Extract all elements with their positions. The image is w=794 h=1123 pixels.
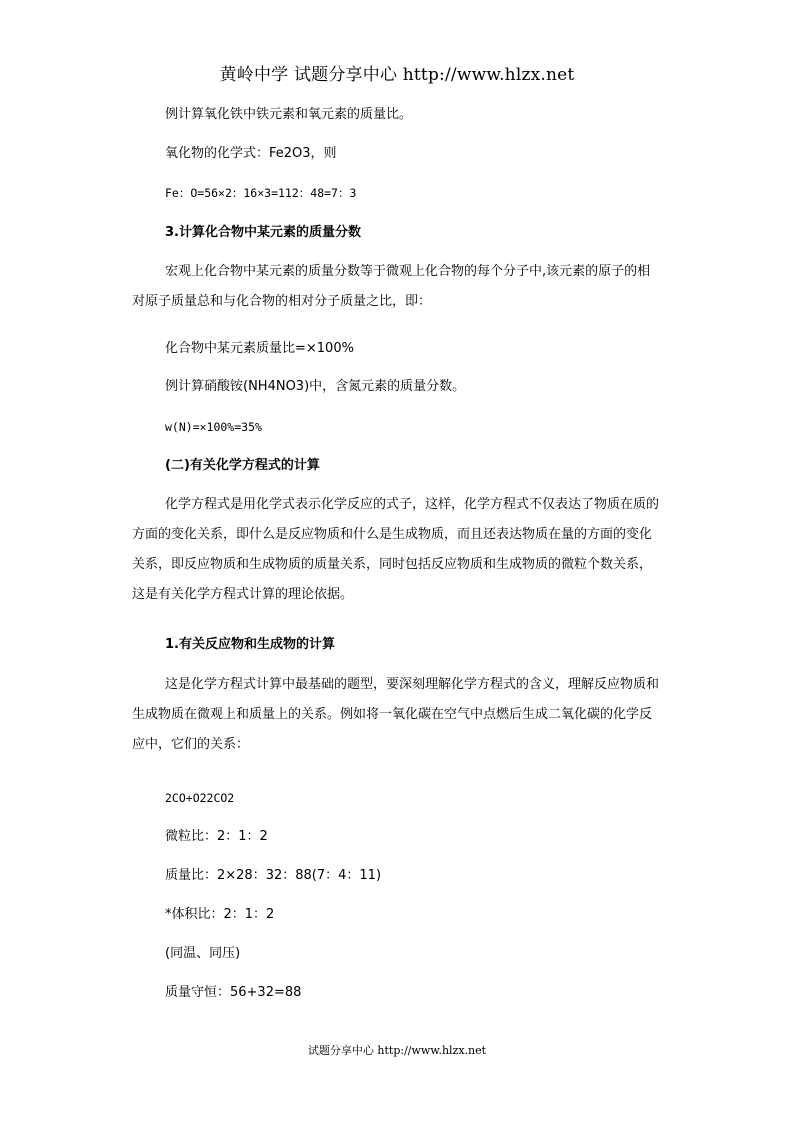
nitrogen-result: w(N)=×100%=35% (165, 420, 262, 434)
particle-ratio: 微粒比：2：1：2 (165, 829, 268, 844)
paragraph-mass-fraction: 宏观上化合物中某元素的质量分数等于微观上化合物的每个分子中,该元素的原子的相对原子质量总和与化合物的相对分子质量之比，即： (132, 264, 651, 309)
section-heading-reactants: 1.有关反应物和生成物的计算 (165, 637, 335, 652)
equation-line: 2CO+O22CO2 (165, 791, 235, 805)
mass-fraction-formula: 化合物中某元素质量比=×100% (165, 341, 354, 356)
formula-line: 氧化物的化学式：Fe2O3，则 (165, 146, 337, 161)
ratio-calculation: Fe：O=56×2：16×3=112：48=7：3 (165, 186, 357, 200)
condition-note: (同温、同压) (165, 946, 241, 961)
mass-ratio: 质量比：2×28：32：88(7：4：11) (165, 868, 382, 883)
mass-conservation: 质量守恒：56+32=88 (165, 985, 302, 1000)
volume-ratio: *体积比：2：1：2 (165, 907, 275, 922)
page-footer: 试题分享中心 http://www.hlzx.net (307, 1044, 487, 1057)
paragraph-equation: 化学方程式是用化学式表示化学反应的式子，这样，化学方程式不仅表达了物质在质的方面的变化关系，即什么是反应物质和什么是生成物质，而且还表达物质在量的方面的变化关系，即反应物质和生成物质的质量关系，同时包括反应物质和生成物质的微粒个数关系，这是有关化学方程式计算的理论依据。 (132, 497, 660, 602)
example-nh4no3: 例计算硝酸铵(NH4NO3)中，含氮元素的质量分数。 (165, 379, 466, 394)
paragraph-reactants: 这是化学方程式计算中最基础的题型，要深刻理解化学方程式的含义，理解反应物质和生成物质在微观上和质量上的关系。例如将一氧化碳在空气中点燃后生成二氧化碳的化学反应中，它们的关系： (132, 677, 660, 752)
page-header: 黄岭中学 试题分享中心 http://www.hlzx.net (219, 65, 575, 85)
section-heading-mass-fraction: 3.计算化合物中某元素的质量分数 (165, 225, 361, 240)
section-heading-equation: (二)有关化学方程式的计算 (165, 458, 320, 473)
example-fe-o-ratio: 例计算氧化铁中铁元素和氧元素的质量比。 (165, 107, 413, 122)
